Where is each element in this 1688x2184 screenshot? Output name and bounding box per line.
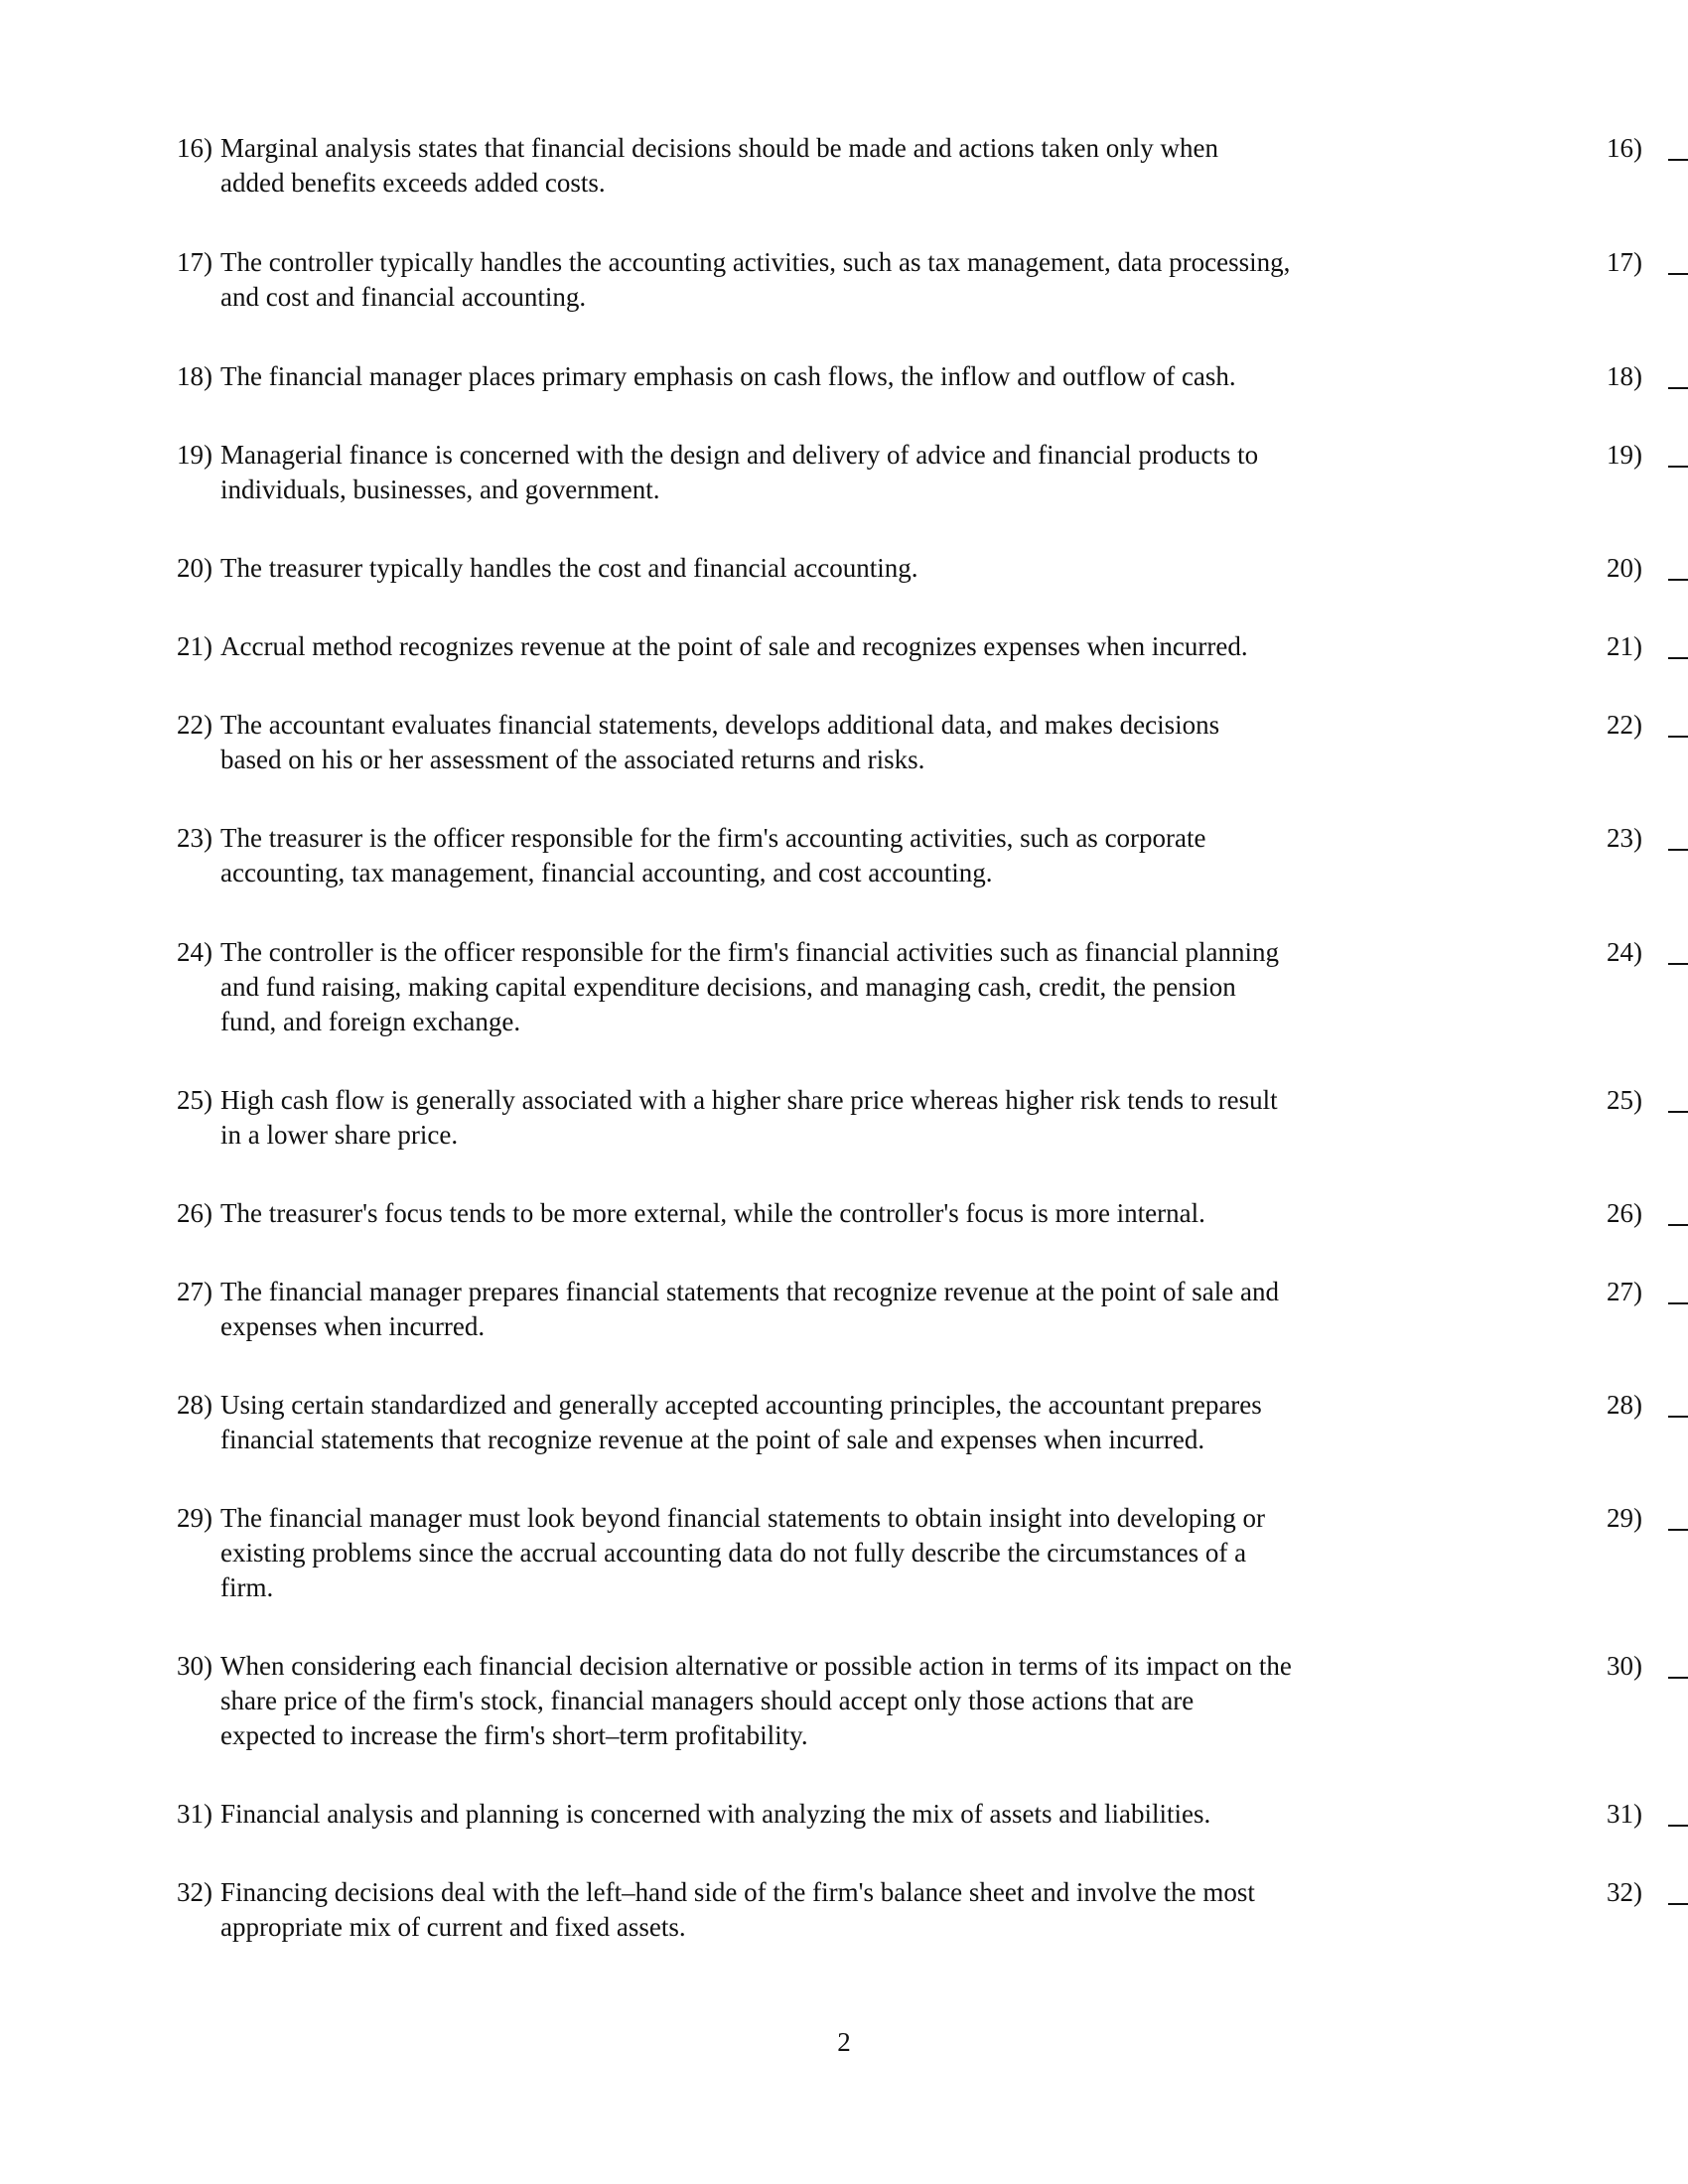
answer-area[interactable] xyxy=(1607,1875,1688,1910)
answer-area[interactable] xyxy=(1607,359,1688,394)
answer-blank[interactable] xyxy=(1668,1302,1688,1304)
answer-number: 17) xyxy=(1607,247,1642,277)
question-number: 22) xyxy=(177,710,212,740)
question-number: 21) xyxy=(177,631,212,661)
answer-area[interactable] xyxy=(1607,1083,1688,1118)
question-text xyxy=(220,935,1581,1054)
question-text xyxy=(220,821,1581,940)
answer-area[interactable] xyxy=(1607,821,1688,856)
answer-blank[interactable] xyxy=(1668,1529,1688,1531)
answer-area[interactable] xyxy=(1607,935,1688,970)
question-number: 17) xyxy=(177,247,212,277)
question-text-line: in a lower share price. xyxy=(220,1120,459,1150)
question-text-line: High cash flow is generally associated with a higher share price whereas higher risk tends to result xyxy=(220,1085,1278,1115)
answer-number: 32) xyxy=(1607,1877,1642,1907)
question-text xyxy=(220,1875,1581,1994)
question-text-line: The controller is the officer responsible for the firm's financial activities such as financial planning xyxy=(220,937,1280,967)
answer-area[interactable] xyxy=(1607,1501,1688,1536)
answer-blank[interactable] xyxy=(1668,736,1688,738)
question-text-line: and cost and financial accounting. xyxy=(220,282,587,312)
page-number: 2 xyxy=(837,2027,851,2057)
question-number: 25) xyxy=(177,1085,212,1115)
question-number: 20) xyxy=(177,553,212,583)
question-number: 18) xyxy=(177,361,212,391)
question-text-line: Financing decisions deal with the left–hand side of the firm's balance sheet and involve the most xyxy=(220,1877,1255,1907)
answer-number: 30) xyxy=(1607,1651,1642,1681)
answer-area[interactable] xyxy=(1607,1275,1688,1309)
answer-blank[interactable] xyxy=(1668,1677,1688,1679)
answer-area[interactable] xyxy=(1607,245,1688,280)
question-text-line: expected to increase the firm's short–term profitability. xyxy=(220,1720,808,1750)
question-text-line: The treasurer typically handles the cost and financial accounting. xyxy=(220,553,918,583)
question-number: 30) xyxy=(177,1651,212,1681)
question-text-line: Accrual method recognizes revenue at the point of sale and recognizes expenses when incurred. xyxy=(220,631,1248,661)
answer-number: 23) xyxy=(1607,823,1642,853)
question-text-line: Marginal analysis states that financial decisions should be made and actions taken only when xyxy=(220,133,1218,163)
answer-area[interactable] xyxy=(1607,629,1688,664)
question-text-line: accounting, tax management, financial accounting, and cost accounting. xyxy=(220,858,993,887)
question-text-line: firm. xyxy=(220,1572,274,1602)
question-number: 29) xyxy=(177,1503,212,1533)
answer-blank[interactable] xyxy=(1668,1825,1688,1827)
question-text-line: The treasurer's focus tends to be more external, while the controller's focus is more internal. xyxy=(220,1198,1205,1228)
answer-number: 27) xyxy=(1607,1277,1642,1306)
question-text xyxy=(220,1388,1581,1507)
question-text xyxy=(220,1275,1581,1394)
question-text-line: The financial manager must look beyond financial statements to obtain insight into developing or xyxy=(220,1503,1265,1533)
answer-area[interactable] xyxy=(1607,1196,1688,1231)
answer-blank[interactable] xyxy=(1668,657,1688,659)
question-number: 24) xyxy=(177,937,212,967)
question-text xyxy=(220,245,1581,364)
answer-blank[interactable] xyxy=(1668,849,1688,851)
question-text xyxy=(220,1083,1581,1202)
question-text-line: based on his or her assessment of the associated returns and risks. xyxy=(220,745,925,774)
question-text-line: The controller typically handles the accounting activities, such as tax management, data processing, xyxy=(220,247,1291,277)
answer-number: 19) xyxy=(1607,440,1642,470)
answer-blank[interactable] xyxy=(1668,273,1688,275)
question-number: 31) xyxy=(177,1799,212,1829)
answer-blank[interactable] xyxy=(1668,579,1688,581)
answer-blank[interactable] xyxy=(1668,159,1688,161)
question-text xyxy=(220,1649,1581,1768)
question-number: 26) xyxy=(177,1198,212,1228)
question-number: 28) xyxy=(177,1390,212,1420)
question-text-line: financial statements that recognize revenue at the point of sale and expenses when incurred. xyxy=(220,1425,1205,1454)
question-text-line: The accountant evaluates financial statements, develops additional data, and makes decisions xyxy=(220,710,1220,740)
question-text xyxy=(220,708,1581,827)
question-text-line: existing problems since the accrual accounting data do not fully describe the circumstances of a xyxy=(220,1538,1247,1568)
question-text-line: expenses when incurred. xyxy=(220,1311,486,1341)
answer-number: 28) xyxy=(1607,1390,1642,1420)
answer-blank[interactable] xyxy=(1668,387,1688,389)
question-text-line: The financial manager prepares financial statements that recognize revenue at the point of sale and xyxy=(220,1277,1280,1306)
question-number: 19) xyxy=(177,440,212,470)
answer-number: 21) xyxy=(1607,631,1642,661)
question-text-line: appropriate mix of current and fixed assets. xyxy=(220,1912,686,1942)
question-text-line: The financial manager places primary emphasis on cash flows, the inflow and outflow of cash. xyxy=(220,361,1236,391)
answer-area[interactable] xyxy=(1607,131,1688,166)
question-number: 23) xyxy=(177,823,212,853)
answer-number: 16) xyxy=(1607,133,1642,163)
question-text-line: share price of the firm's stock, financial managers should accept only those actions that are xyxy=(220,1686,1195,1715)
answer-blank[interactable] xyxy=(1668,963,1688,965)
question-text-line: individuals, businesses, and government. xyxy=(220,475,660,504)
question-text xyxy=(220,1501,1581,1620)
answer-blank[interactable] xyxy=(1668,1903,1688,1905)
question-number: 32) xyxy=(177,1877,212,1907)
answer-number: 18) xyxy=(1607,361,1642,391)
answer-blank[interactable] xyxy=(1668,466,1688,468)
answer-area[interactable] xyxy=(1607,1388,1688,1423)
answer-area[interactable] xyxy=(1607,1797,1688,1832)
question-text-line: Managerial finance is concerned with the design and delivery of advice and financial products to xyxy=(220,440,1259,470)
answer-blank[interactable] xyxy=(1668,1111,1688,1113)
answer-area[interactable] xyxy=(1607,551,1688,586)
question-number: 27) xyxy=(177,1277,212,1306)
answer-number: 20) xyxy=(1607,553,1642,583)
question-text-line: fund, and foreign exchange. xyxy=(220,1007,521,1036)
answer-area[interactable] xyxy=(1607,438,1688,473)
answer-number: 25) xyxy=(1607,1085,1642,1115)
answer-number: 31) xyxy=(1607,1799,1642,1829)
question-text-line: The treasurer is the officer responsible for the firm's accounting activities, such as corporate xyxy=(220,823,1206,853)
answer-number: 29) xyxy=(1607,1503,1642,1533)
question-text-line: added benefits exceeds added costs. xyxy=(220,168,606,198)
question-text-line: When considering each financial decision alternative or possible action in terms of its impact on the xyxy=(220,1651,1292,1681)
question-text-line: Financial analysis and planning is concerned with analyzing the mix of assets and liabilities. xyxy=(220,1799,1211,1829)
question-text xyxy=(220,131,1581,250)
answer-area[interactable] xyxy=(1607,708,1688,743)
question-text xyxy=(220,438,1581,557)
answer-number: 22) xyxy=(1607,710,1642,740)
question-text-line: Using certain standardized and generally accepted accounting principles, the accountant prepares xyxy=(220,1390,1262,1420)
answer-number: 26) xyxy=(1607,1198,1642,1228)
question-text-line: and fund raising, making capital expenditure decisions, and managing cash, credit, the pension xyxy=(220,972,1236,1002)
answer-number: 24) xyxy=(1607,937,1642,967)
question-number: 16) xyxy=(177,133,212,163)
answer-area[interactable] xyxy=(1607,1649,1688,1684)
answer-blank[interactable] xyxy=(1668,1416,1688,1418)
answer-blank[interactable] xyxy=(1668,1224,1688,1226)
